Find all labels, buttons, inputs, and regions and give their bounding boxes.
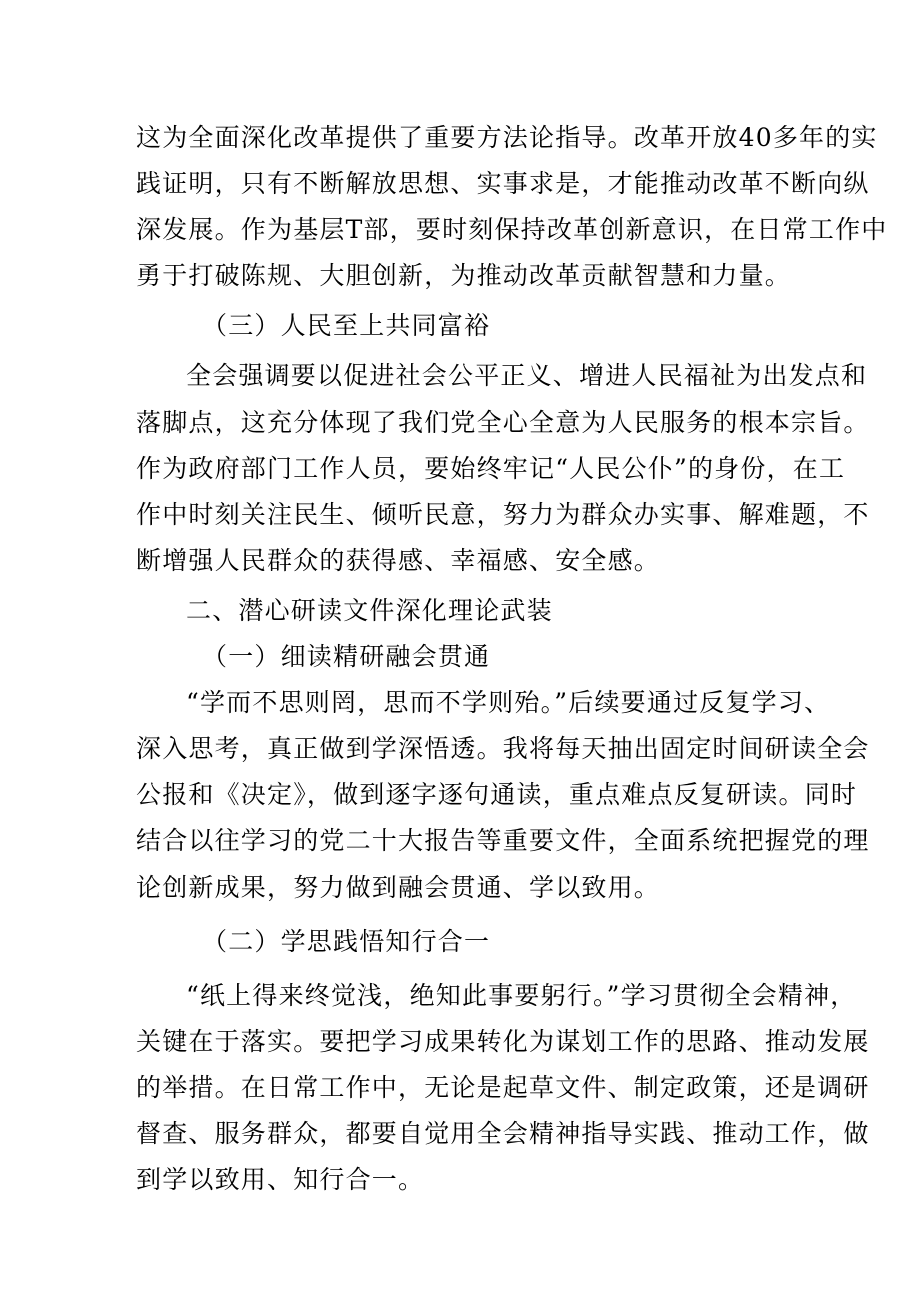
paragraph-line: “纸上得来终觉浅，绝知此事要躬行。”学习贯彻全会精神，	[186, 980, 857, 1010]
subsection-heading: （二）学思践悟知行合一	[202, 926, 491, 956]
paragraph-line: 这为全面深化改革提供了重要方法论指导。改革开放40多年的实	[136, 123, 878, 152]
paragraph-line: “学而不思则罔，思而不学则殆。”后续要通过反复学习、	[186, 688, 831, 718]
paragraph-line: 到学以致用、知行合一。	[136, 1165, 425, 1195]
paragraph-line: 公报和《决定》，做到逐字逐句通读，重点难点反复研读。同时	[136, 780, 858, 810]
paragraph-line: 践证明，只有不断解放思想、实事求是，才能推动改革不断向纵	[136, 169, 870, 199]
paragraph-line: 作中时刻关注民生、倾听民意，努力为群众办实事、解难题，不	[136, 499, 870, 529]
paragraph-line: 深入思考，真正做到学深悟透。我将每天抽出固定时间研读全会	[136, 734, 870, 764]
paragraph-line: 论创新成果，努力做到融会贯通、学以致用。	[136, 872, 661, 902]
paragraph-line: 全会强调要以促进社会公平正义、增进人民福祉为出发点和	[186, 361, 868, 391]
paragraph-line: 断增强人民群众的获得感、幸福感、安全感。	[136, 545, 661, 575]
subsection-heading: （一）细读精研融会贯通	[202, 642, 491, 672]
paragraph-line: 督查、服务群众，都要自觉用全会精神指导实践、推动工作，做	[136, 1118, 870, 1148]
document-body	[136, 115, 888, 1203]
section-heading: 二、潜心研读文件深化理论武装	[186, 595, 553, 625]
paragraph-line: 的举措。在日常工作中，无论是起草文件、制定政策，还是调研	[136, 1072, 870, 1102]
paragraph-line: 勇于打破陈规、大胆创新，为推动改革贡献智慧和力量。	[136, 261, 792, 291]
paragraph-line: 关键在于落实。要把学习成果转化为谋划工作的思路、推动发展	[136, 1026, 870, 1056]
paragraph-line: 作为政府部门工作人员，要始终牢记“人民公仆”的身份，在工	[136, 453, 846, 483]
paragraph-line: 深发展。作为基层T部，要时刻保持改革创新意识，在日常工作中	[136, 215, 888, 245]
paragraph-line: 结合以往学习的党二十大报告等重要文件，全面系统把握党的理	[136, 826, 870, 856]
paragraph-line: 落脚点，这充分体现了我们党全心全意为人民服务的根本宗旨。	[136, 407, 870, 437]
subsection-heading: （三）人民至上共同富裕	[202, 311, 491, 341]
